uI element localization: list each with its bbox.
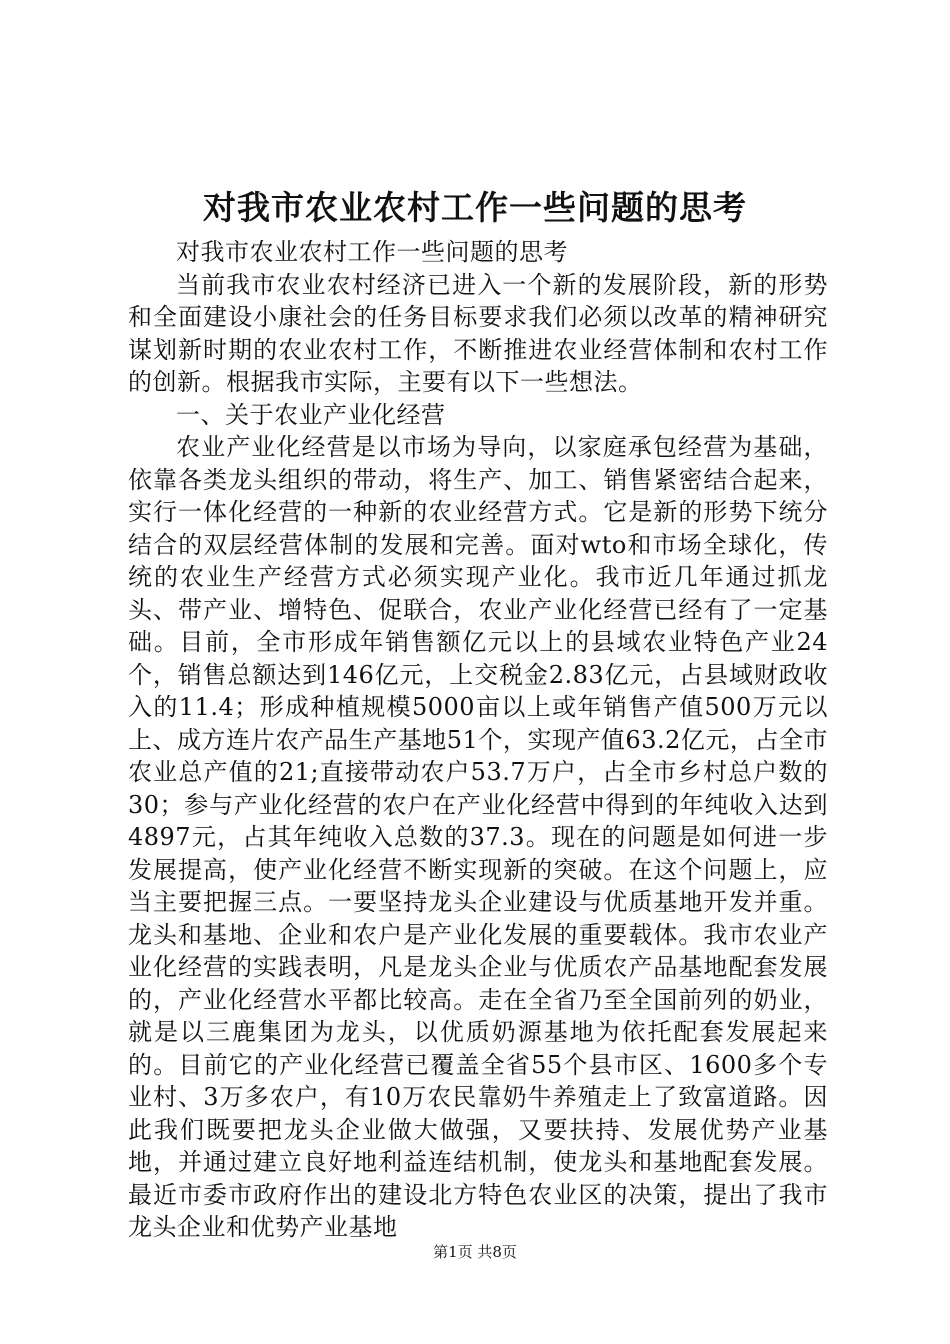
document-body: [128, 236, 828, 1244]
paragraph-subtitle: 对我市农业农村工作一些问题的思考: [176, 238, 568, 266]
paragraph-intro: 当前我市农业农村经济已进入一个新的发展阶段，新的形势和全面建设小康社会的任务目标要求我们必须以改革的精神研究谋划新时期的农业农村工作，不断推进农业经营体制和农村工作的创新。根据我市实际，主要有以下一些想法。: [128, 270, 828, 396]
section-heading: 一、关于农业产业化经营: [176, 400, 446, 429]
paragraph-main: 农业产业化经营是以市场为导向，以家庭承包经营为基础，依靠各类龙头组织的带动，将生产、加工、销售紧密结合起来，实行一体化经营的一种新的农业经营方式。它是新的形势下统分结合的双层经营体制的发展和完善。面对wto和市场全球化，传统的农业生产经营方式必须实现产业化。我市近几年通过抓龙头、带产业、增特色、促联合，农业产业化经营已经有了一定基础。目前，全市形成年销售额亿元以上的县域农业特色产业24个，销售总额达到146亿元，上交税金2.83亿元，占县域财政收入的11.4；形成种植规模5000亩以上或年销售产值500万元以上、成方连片农产品生产基地51个，实现产值63.2亿元，占全市农业总产值的21;直接带动农户53.7万户，占全市乡村总户数的30；参与产业化经营的农户在产业化经营中得到的年纯收入达到4897元，占其年纯收入总数的37.3。现在的问题是如何进一步发展提高，使产业化经营不断实现新的突破。在这个问题上，应当主要把握三点。一要坚持龙头企业建设与优质基地开发并重。龙头和基地、企业和农户是产业化发展的重要载体。我市农业产业化经营的实践表明，凡是龙头企业与优质农产品基地配套发展的，产业化经营水平都比较高。走在全省乃至全国前列的奶业，就是以三鹿集团为龙头，以优质奶源基地为依托配套发展起来的。目前它的产业化经营已覆盖全省55个县市区、1600多个专业村、3万多农户，有10万农民靠奶牛养殖走上了致富道路。因此我们既要把龙头企业做大做强，又要扶持、发展优势产业基地，并通过建立良好地利益连结机制，使龙头和基地配套发展。最近市委市政府作出的建设北方特色农业区的决策，提出了我市龙头企业和优势产业基地: [128, 433, 828, 1241]
document-title: 对我市农业农村工作一些问题的思考: [203, 188, 747, 227]
page-footer: 第1页 共8页: [433, 1243, 517, 1261]
